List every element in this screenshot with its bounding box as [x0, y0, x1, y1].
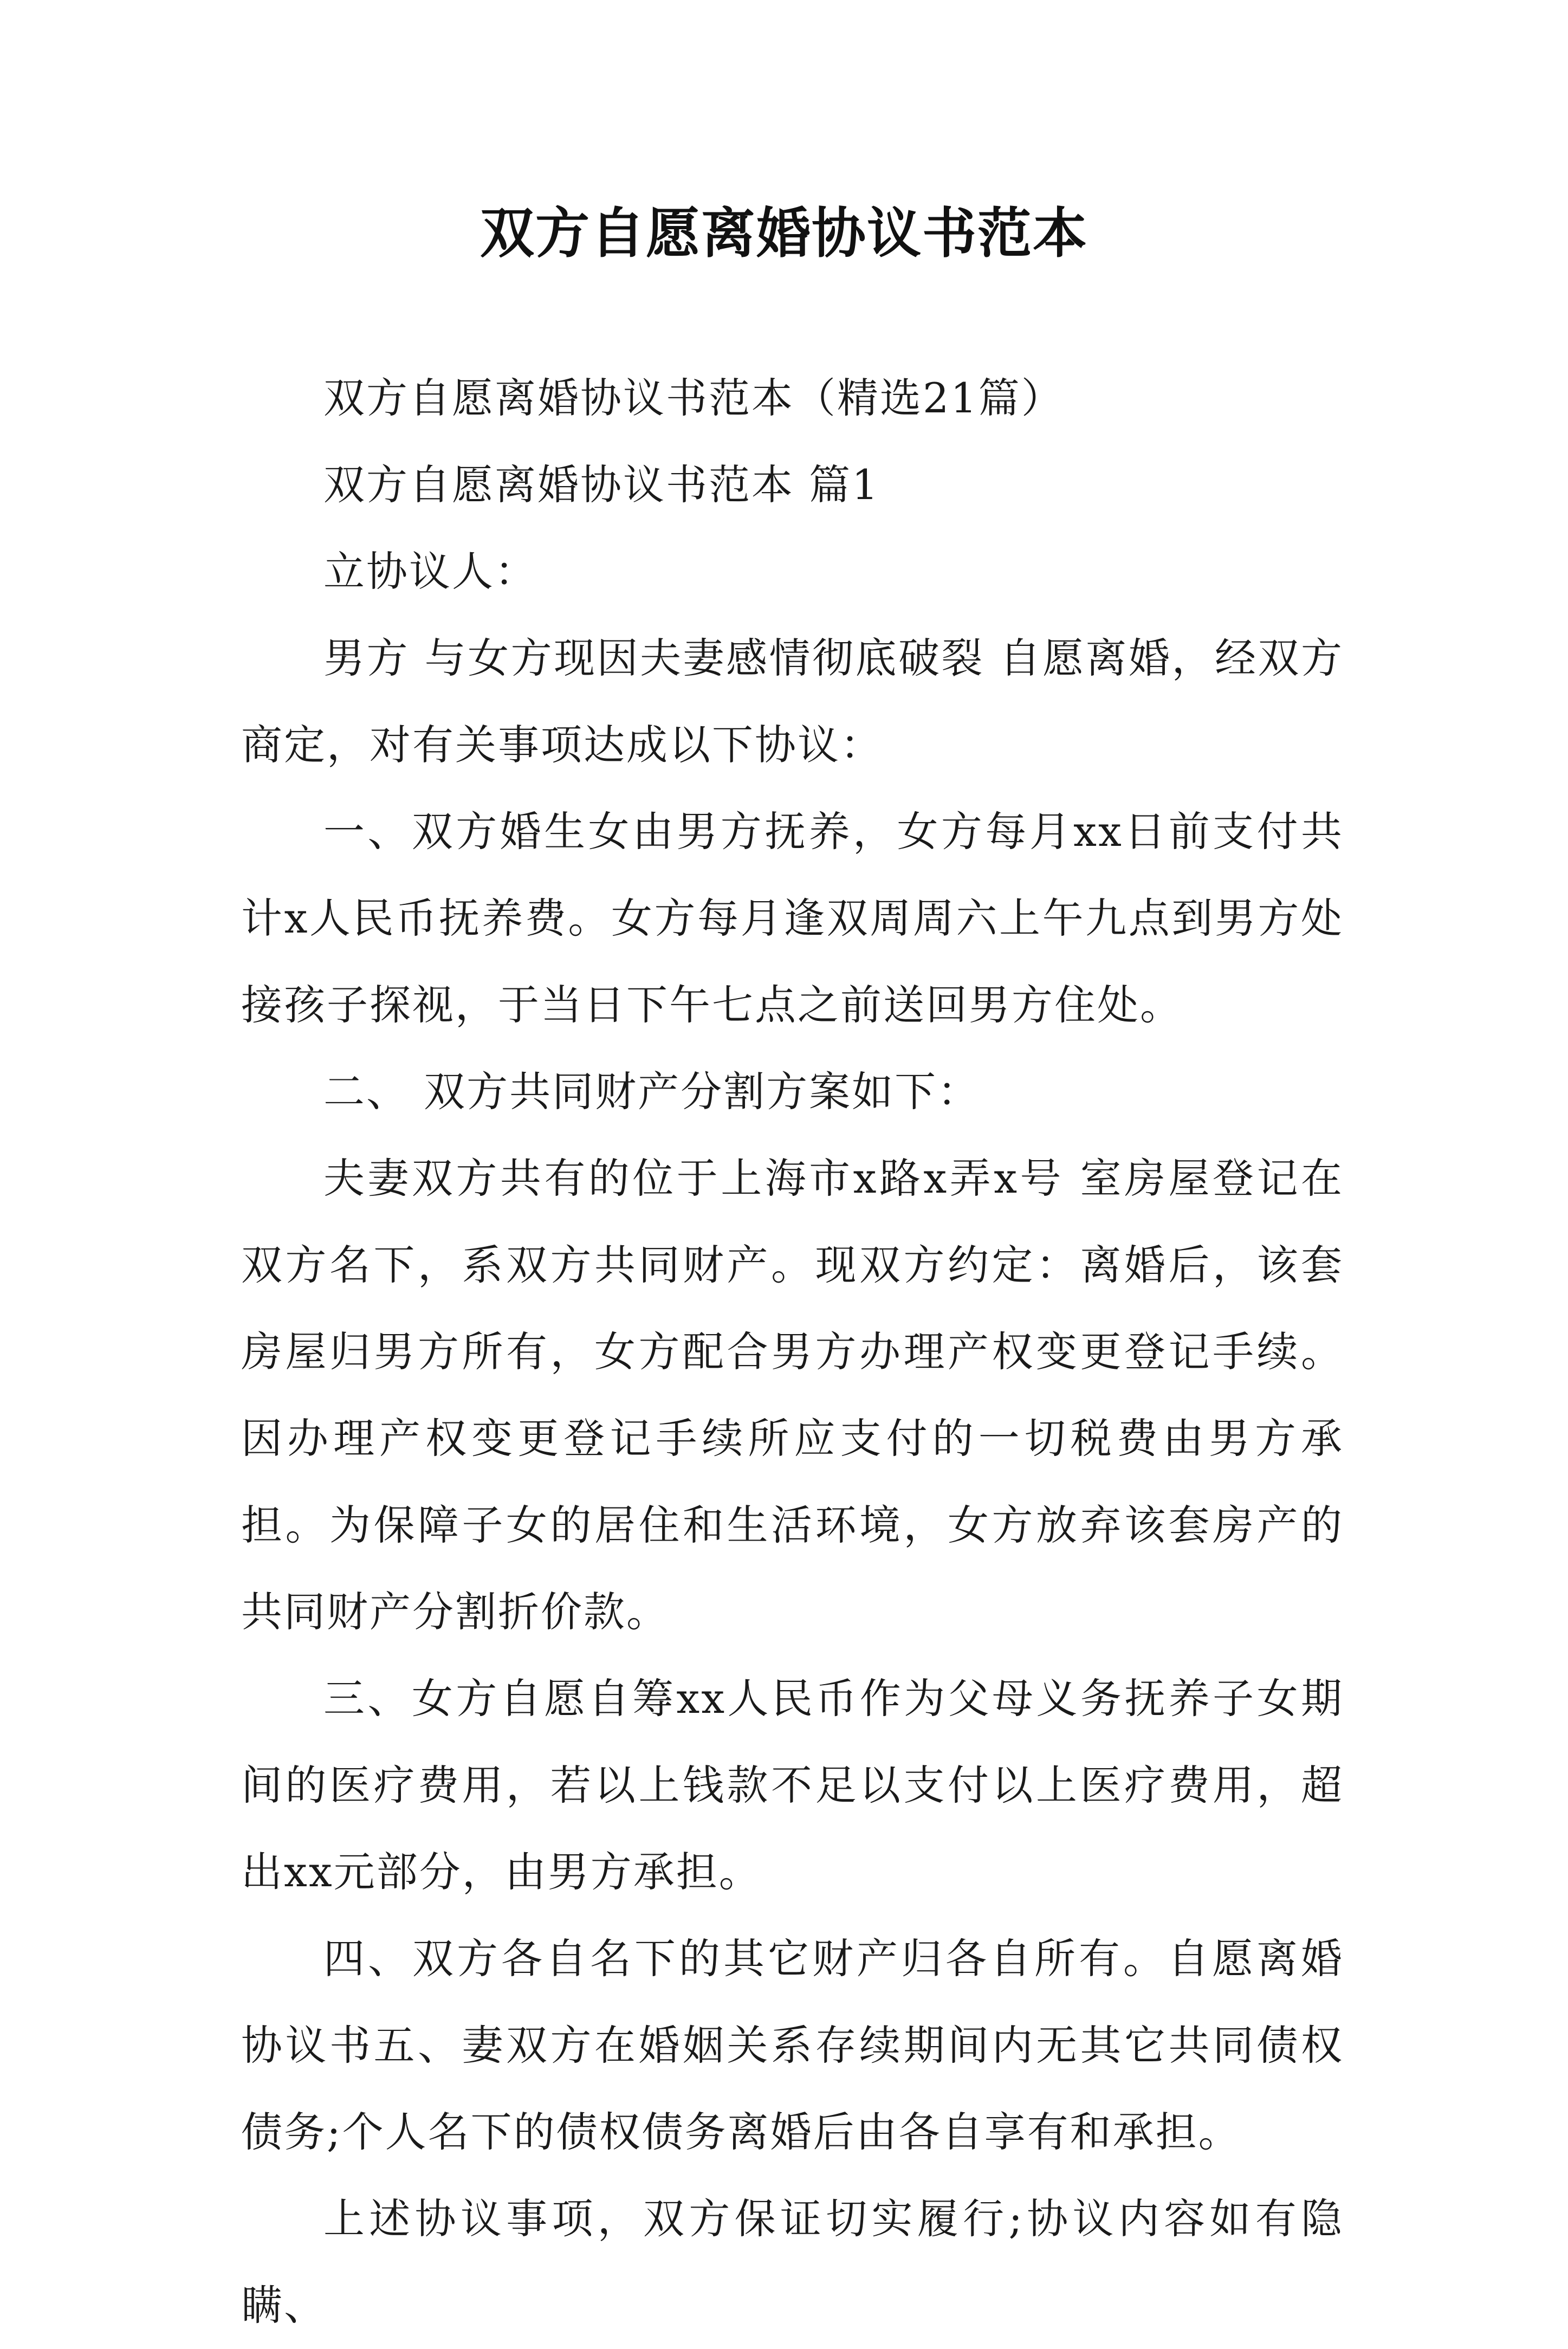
clause-1-paragraph: 一、双方婚生女由男方抚养，女方每月xx日前支付共计x人民币抚养费。女方每月逢双周周六上午九点到男方处接孩子探视，于当日下午七点之前送回男方住处。 [241, 807, 1344, 1029]
clause-2-heading: 二、 双方共同财产分割方案如下： [323, 1067, 981, 1116]
parties-label: 立协议人： [323, 547, 537, 596]
document-title: 双方自愿离婚协议书范本 [480, 201, 1088, 265]
subtitle-paragraph: 双方自愿离婚协议书范本（精选21篇） [323, 374, 1064, 422]
clause-2-paragraph: 夫妻双方共有的位于上海市x路x弄x号 室房屋登记在双方名下，系双方共同财产。现双方约定：离婚后，该套房屋归男方所有，女方配合男方办理产权变更登记手续。因办理产权变更登记手续所应支付的一切税费由男方承担。为保障子女的居住和生活环境，女方放弃该套房产的共同财产分割折价款。 [241, 1154, 1344, 1636]
document-body [241, 355, 1344, 2349]
closing-paragraph: 上述协议事项，双方保证切实履行;协议内容如有隐瞒、 [241, 2195, 1344, 2329]
section-heading: 双方自愿离婚协议书范本 篇1 [323, 461, 880, 509]
clause-4-paragraph: 四、双方各自名下的其它财产归各自所有。自愿离婚协议书五、妻双方在婚姻关系存续期间内无其它共同债权债务;个人名下的债权债务离婚后由各自享有和承担。 [241, 1934, 1344, 2156]
preamble-paragraph: 男方 与女方现因夫妻感情彻底破裂 自愿离婚，经双方商定，对有关事项达成以下协议： [241, 634, 1344, 769]
clause-3-paragraph: 三、女方自愿自筹xx人民币作为父母义务抚养子女期间的医疗费用，若以上钱款不足以支付以上医疗费用，超出xx元部分，由男方承担。 [241, 1674, 1344, 1896]
